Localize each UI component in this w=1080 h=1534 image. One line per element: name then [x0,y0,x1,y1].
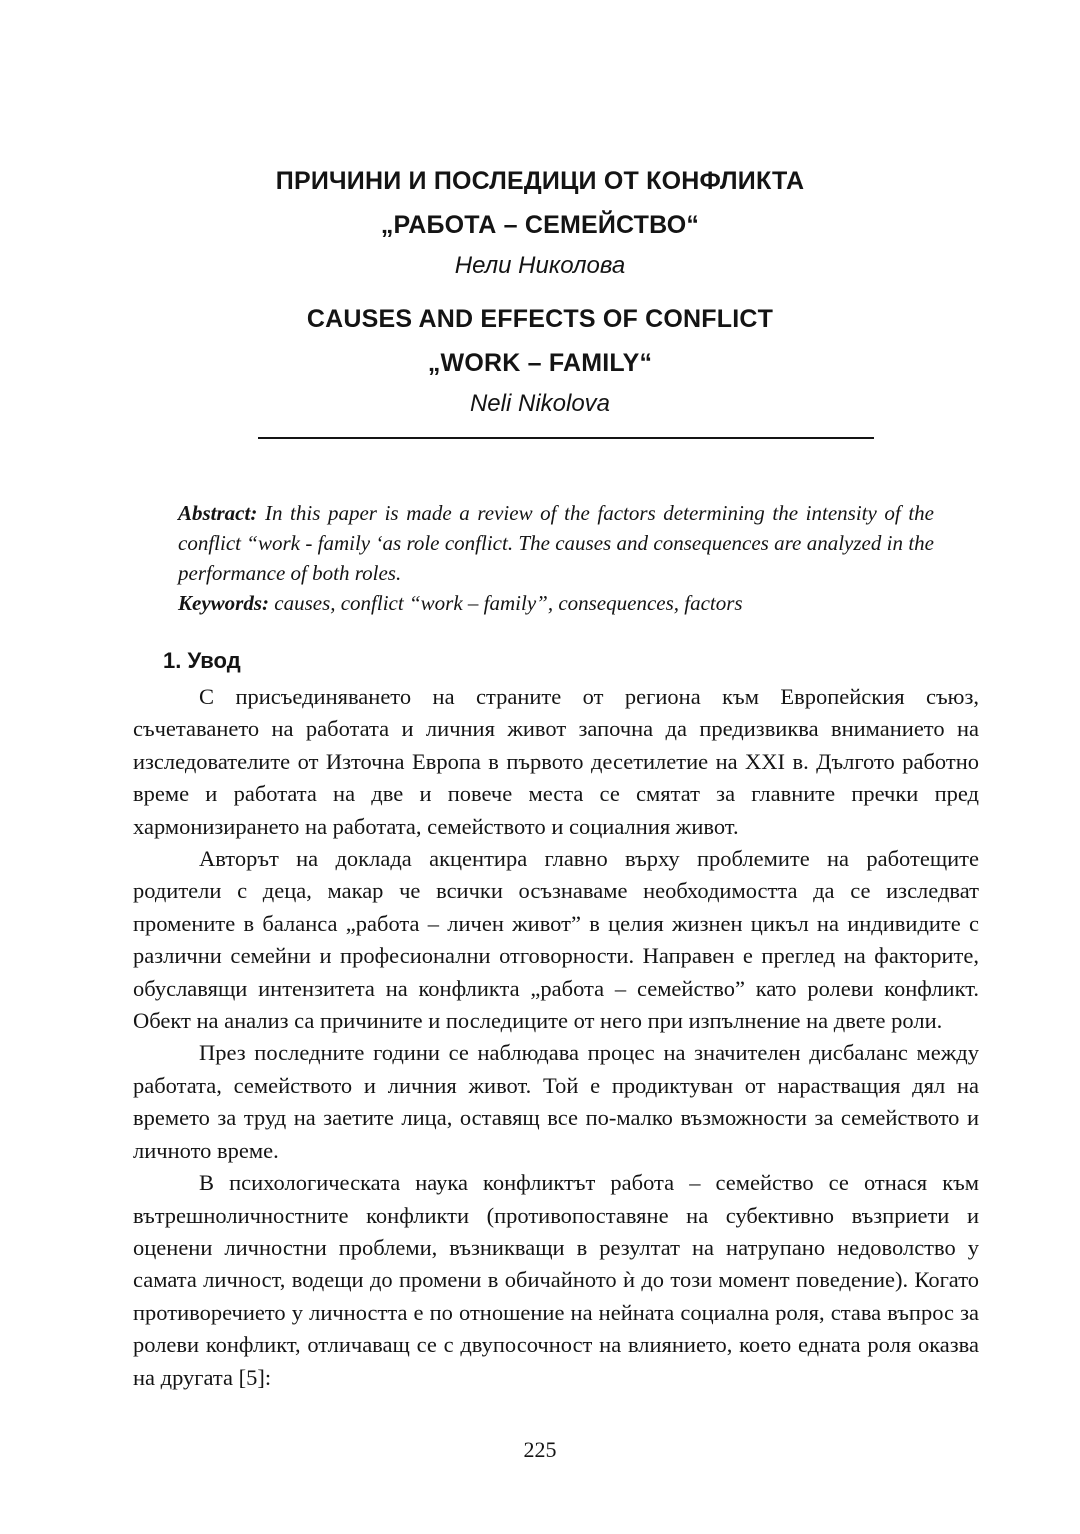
keywords [178,588,934,618]
abstract-label: Abstract: [178,501,258,525]
abstract-block [178,498,934,618]
keywords-text: causes, conflict “work – family”, consequences, factors [269,591,743,615]
keywords-label: Keywords: [178,591,269,615]
title-english-line-2: „WORK – FAMILY“ [427,349,653,377]
section-heading-introduction: 1. Увод [163,648,241,673]
title-divider [258,437,874,439]
page-number: 225 [523,1437,557,1462]
title-english-line-1: CAUSES AND EFFECTS OF CONFLICT [306,305,774,333]
body-text [133,681,979,1394]
paragraph: През последните години се наблюдава процес на значителен дисбаланс между работата, семейството и личния живот. Той е продиктуван от нарастващия дял на времето за труд на заетите лица, оставящ все по-малко възможности за семейството и личното време. [133,1040,979,1163]
author-bulgarian: Нели Николова [454,252,626,279]
author-english: Neli Nikolova [469,390,611,417]
abstract-text: In this paper is made a review of the factors determining the intensity of the conflict “work - family ‘as role conflict. The causes and consequences are analyzed in the performance of both roles. [178,501,934,585]
paragraph: В психологическата наука конфликтът работа – семейство се отнася към вътрешноличностните конфликти (противопоставяне на субективно възприети и оценени личностни проблеми, възникващи в резултат на натрупано недоволство у самата личност, водещи до промени в обичайното ѝ до този момент поведение). Когато противоречието у личността е по отношение на нейната социална роля, става въпрос за ролеви конфликт, отличаващ се с двупосочност на влиянието, което едната роля оказва на другата [5]: [133,1170,979,1390]
title-bulgarian-line-2: „РАБОТА – СЕМЕЙСТВО“ [380,211,700,239]
title-bulgarian-line-1: ПРИЧИНИ И ПОСЛЕДИЦИ ОТ КОНФЛИКТА [275,167,805,195]
paragraph: Авторът на доклада акцентира главно върху проблемите на работещите родители с деца, макар че всички осъзнаваме необходимостта да се изследват промените в баланса „работа – личен живот” в целия жизнен цикъл на индивидите с различни семейни и професионални отговорности. Направен е преглед на факторите, обуславящи интензитета на конфликта „работа – семейство” като ролеви конфликт. Обект на анализ са причините и последиците от него при изпълнение на двете роли. [133,846,979,1034]
paragraph: С присъединяването на страните от региона към Европейския съюз, съчетаването на работата и личния живот започна да предизвиква вниманието на изследователите от Източна Европа в първото десетилетие на XXI в. Дългото работно време и работата на две и повече места се смятат за главните пречки пред хармонизирането на работата, семейството и социалния живот. [133,684,979,839]
abstract [178,498,934,588]
